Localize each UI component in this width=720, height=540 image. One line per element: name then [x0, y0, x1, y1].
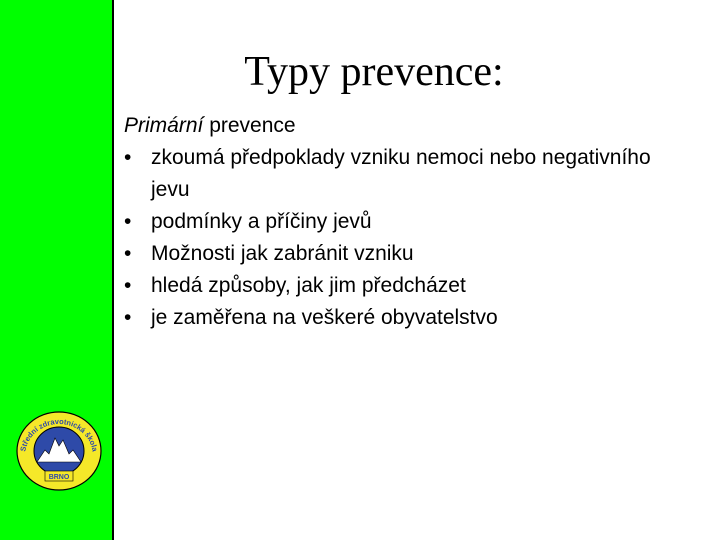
bullet-icon: •: [124, 210, 132, 233]
bullet-text: hledá způsoby, jak jim předcházet: [151, 274, 466, 297]
bullet-icon: •: [124, 242, 132, 265]
bullet-icon: •: [124, 306, 132, 329]
logo-city-text: BRNO: [48, 474, 70, 481]
section-heading: [124, 110, 684, 142]
logo-ring-text: Střední zdravotnická škola: [18, 416, 100, 453]
left-sidebar-bar: [0, 0, 114, 540]
slide-title: Typy prevence:: [244, 49, 504, 95]
bullet-item: [124, 206, 684, 238]
bullet-item: [124, 302, 684, 334]
slide-content: [124, 110, 684, 334]
bullet-item: [124, 270, 684, 302]
bullet-text: podmínky a příčiny jevů: [151, 210, 372, 233]
bullet-icon: •: [124, 146, 132, 169]
section-heading-italic: Primární: [124, 114, 204, 137]
bullet-text: Možnosti jak zabránit vzniku: [151, 242, 414, 265]
bullet-text: zkoumá předpoklady vzniku nemoci nebo negativního jevu: [151, 146, 651, 201]
bullet-item: [124, 142, 684, 206]
bullet-text: je zaměřena na veškeré obyvatelstvo: [151, 306, 498, 329]
bullet-icon: •: [124, 274, 132, 297]
school-seal-logo-icon: [15, 410, 103, 492]
bullet-list: [124, 142, 684, 334]
bullet-item: [124, 238, 684, 270]
section-heading-rest: prevence: [203, 114, 296, 137]
